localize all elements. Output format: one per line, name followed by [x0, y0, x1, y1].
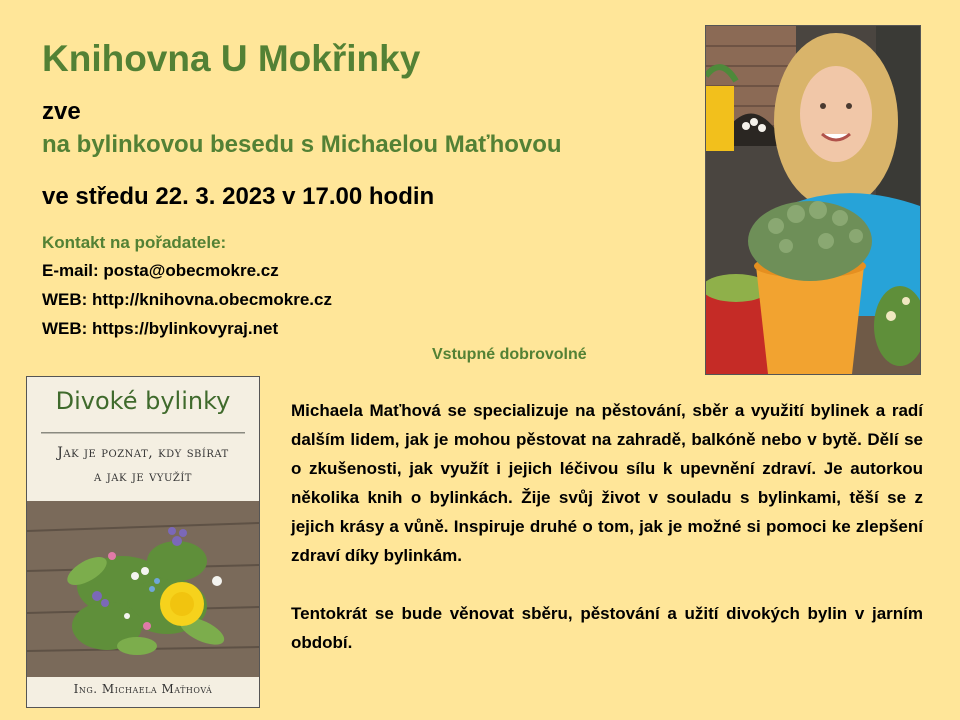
- book-divider: [41, 432, 245, 434]
- book-subtitle: [27, 441, 259, 489]
- herb-bouquet-illustration: [27, 501, 259, 677]
- book-author: Ing. Michaela Maťhová: [73, 682, 213, 696]
- contact-web-library: WEB: http://knihovna.obecmokre.cz: [42, 290, 332, 309]
- contact-email: E-mail: posta@obecmokre.cz: [42, 261, 279, 280]
- description-paragraph: Michaela Maťhová se specializuje na pěstování, sběr a využití bylinek a radí dalším lidem, jak je mohou pěstovat na zahradě, balkóně nebo v bytě. Dělí se o zkušenosti, jak využít i jejich léčivou sílu k upevnění zdraví. Je autorkou několika knih o bylinkách. Žije svůj život v souladu s bylinkami, těší se z jejich krásy a vůně. Inspiruje druhé o tom, jak je možné si pomoci ke zlepšení zdraví díky bylinkám.: [291, 401, 923, 565]
- speaker-photo: [705, 25, 921, 375]
- description-paragraph: Tentokrát se bude věnovat sběru, pěstování a užití divokých bylin v jarním období.: [291, 604, 923, 652]
- library-title: Knihovna U Mokřinky: [42, 38, 421, 79]
- entry-fee-note: Vstupné dobrovolné: [432, 346, 587, 363]
- event-description: [291, 396, 923, 657]
- contact-heading: Kontakt na pořadatele:: [42, 233, 227, 252]
- invites-text: zve: [42, 98, 81, 125]
- contact-web-herbs: WEB: https://bylinkovyraj.net: [42, 319, 279, 338]
- book-cover: [26, 376, 260, 708]
- event-date: ve středu 22. 3. 2023 v 17.00 hodin: [42, 183, 435, 210]
- speaker-photo-illustration: [706, 26, 920, 374]
- book-subtitle-line1: Jak je poznat, kdy sbírat: [57, 445, 229, 461]
- book-title: Divoké bylinky: [55, 387, 231, 415]
- event-subtitle: na bylinkovou besedu s Michaelou Maťhovou: [42, 131, 562, 158]
- book-subtitle-line2: a jak je využít: [94, 469, 192, 485]
